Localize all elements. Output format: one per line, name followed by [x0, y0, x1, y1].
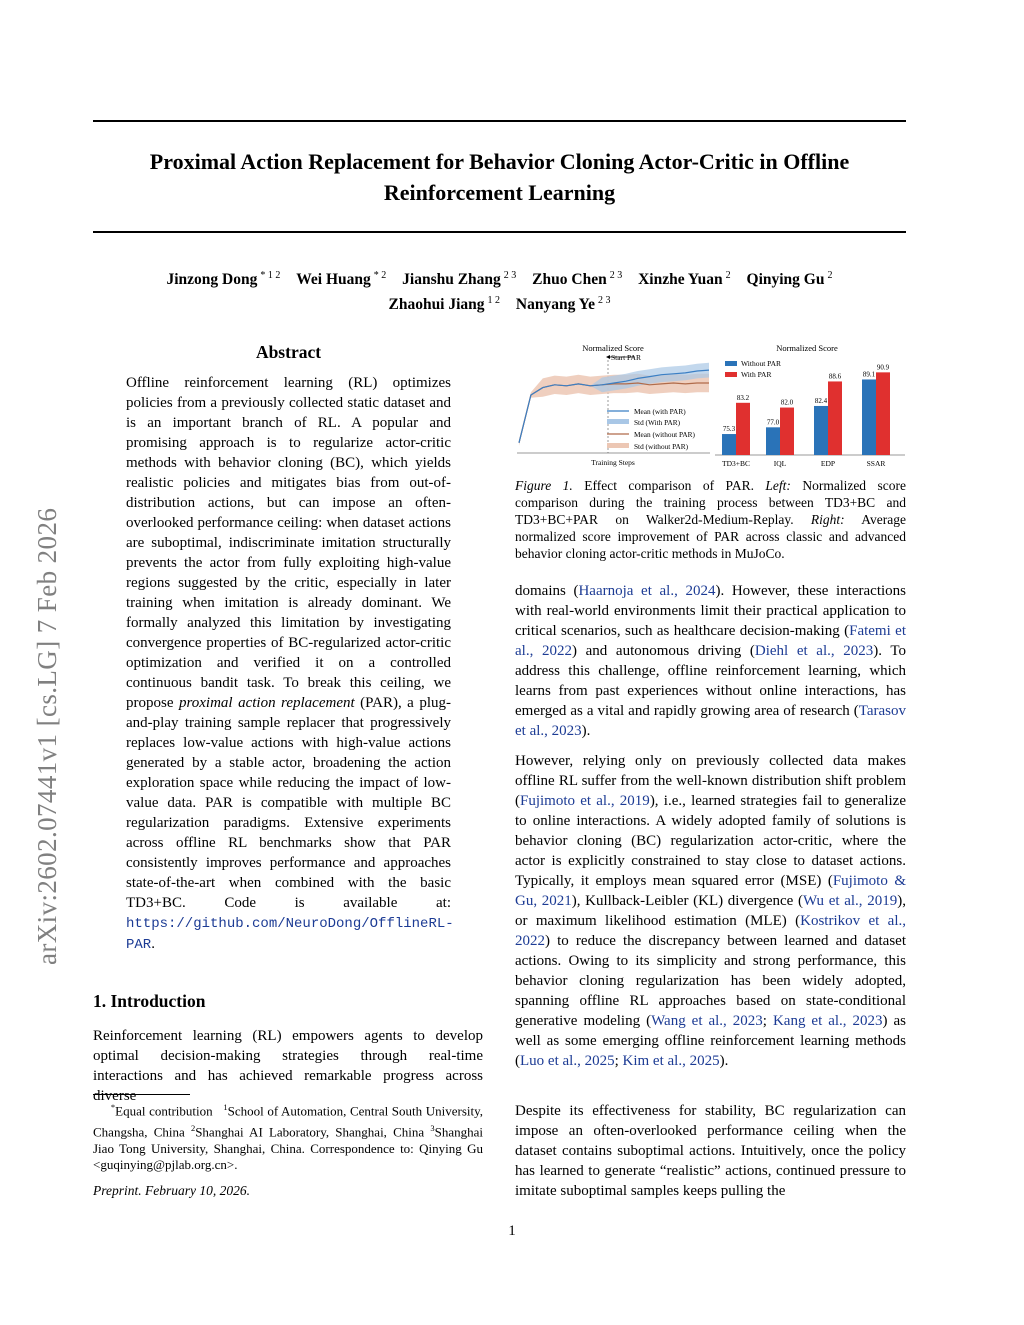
bar-category-label: EDP: [820, 459, 836, 468]
title-line-2: Reinforcement Learning: [383, 180, 616, 205]
bar-value-label: 90.9: [876, 363, 890, 372]
author: Zhaohui Jiang $^{1 2}$: [388, 295, 501, 313]
legend-without-label: Without PAR: [741, 359, 782, 368]
legend-swatch: [607, 419, 629, 424]
bar-with-par-ssar: [876, 372, 890, 455]
abstract-heading: Abstract: [255, 342, 322, 362]
bar-category-label: TD3+BC: [722, 459, 750, 468]
citation-link[interactable]: Fujimoto & Gu, 2021: [515, 873, 906, 909]
citation-link[interactable]: Kostrikov et al., 2022: [515, 913, 906, 949]
intro-body: Reinforcement learning (RL) empowers agents to develop optimal decision-making strategies through real-time interactions and has achieved remarkable progress across diverse: [93, 1028, 483, 1104]
intro-paragraph: However, relying only on previously collected data makes offline RL suffer from the well-known distribution shift problem (Fujimoto et al., 2019), i.e., learned strategies fail to generalize to online interactions. A widely adopted family of solutions is behavior cloning (BC) regularization actor-critic, where the actor is explicitly constrained to stay close to dataset actions. Typically, it employs mean squared error (MSE) (Fujimoto & Gu, 2021), Kullback-Leibler (KL) divergence (Wu et al., 2019), or maximum likelihood estimation (MLE) (Kostrikov et al., 2022) to reduce the discrepancy between learned and dataset actions. Owing to its simplicity and strong performance, this behavior cloning regularization has been widely adopted, spanning offline RL approaches based on state-conditional generative modeling (Wang et al., 2023; Kang et al., 2023) as well as some emerging offline reinforcement learning methods (Luo et al., 2025; Kim et al., 2025).: [515, 753, 907, 1069]
figure-caption: Figure 1. Effect comparison of PAR. Left: Normalized score comparison during the training process between TD3+BC and TD3+BC+PAR on Walker2d-Medium-Replay. Right: Average normalized score improvement of PAR across classic and advanced behavior cloning actor-critic methods in MuJoCo.: [515, 478, 906, 561]
author: Jianshu Zhang $^{2 3}$: [402, 270, 517, 288]
bar-category-labels: [722, 459, 885, 468]
intro-paragraph: domains (Haarnoja et al., 2024). However, these interactions with real-world environments limit their practical application to critical scenarios, such as healthcare decision-making (Fatemi et al., 2022) and autonomous driving (Diehl et al., 2023). To address this challenge, offline reinforcement learning, which learns from past experiences without online interactions, has emerged as a vital and rapidly growing area of research (Tarasov et al., 2023).: [515, 583, 906, 739]
citation-link[interactable]: Wang et al., 2023: [651, 1013, 763, 1029]
bar-without-par-ssar: [862, 379, 876, 455]
bars: [722, 372, 890, 455]
bar-without-par-td3-bc: [722, 434, 736, 455]
citation-link[interactable]: Haarnoja et al., 2024: [578, 583, 716, 599]
right-chart-title: Normalized Score: [776, 343, 838, 353]
title-rule-bottom: [93, 231, 906, 233]
legend-swatch-with: [725, 372, 737, 377]
bar-category-label: IQL: [773, 459, 787, 468]
bar-with-par-edp: [828, 381, 842, 455]
bar-without-par-edp: [814, 406, 828, 455]
author: Zhuo Chen $^{2 3}$: [532, 270, 623, 288]
page-number: 1: [508, 1223, 516, 1239]
legend-swatch-without: [725, 361, 737, 366]
footnote: *Equal contribution $^1$School of Automation, Central South University, Changsha, China $^2$Shanghai AI Laboratory, Shanghai, China $^3$Shanghai Jiao Tong University, Shanghai, China. Correspondence to: Qinying Gu <guqinying@pjlab.org.cn>.: [93, 1102, 484, 1173]
left-chart-title: Normalized Score: [582, 343, 644, 353]
citation-link[interactable]: Tarasov et al., 2023: [515, 703, 906, 739]
legend-label: Mean (without PAR): [634, 430, 695, 439]
author: Nanyang Ye $^{2 3}$: [515, 295, 611, 313]
bar-chart-panel: [715, 343, 905, 468]
intro-heading: 1. Introduction: [93, 991, 206, 1011]
citation-link[interactable]: Luo et al., 2025: [520, 1053, 615, 1069]
bar-value-label: 83.2: [736, 393, 750, 402]
author: Xinzhe Yuan $^2$: [638, 270, 731, 288]
figure-1: [515, 340, 905, 470]
line-chart-panel: [517, 343, 710, 467]
arrow-head-icon: [606, 355, 610, 359]
intro-paragraph: Despite its effectiveness for stability, BC regularization can impose an often-overlooked performance ceiling when the dataset contains suboptimal actions. Intuitively, once the policy has learned to generate “realistic” actions, continued pressure to imitate suboptimal samples keeps pulling the: [515, 1103, 906, 1199]
bar-value-label: 77.0: [766, 418, 780, 427]
legend-swatch: [607, 443, 629, 448]
x-axis-label: Training Steps: [591, 458, 635, 467]
abstract-body: Offline reinforcement learning (RL) optimizes policies from a previously collected static dataset and is an important branch of RL. A popular and promising approach is to regularize actor-critic methods with behavior cloning (BC), which yields realistic policies and mitigates bias from out-of-distribution actions, but can impose an often-overlooked performance ceiling: when dataset actions are suboptimal, indiscriminate imitation structurally prevents the actor from fully exploiting high-value regions suggested by the critic, especially in later training when imitation is already dominant. We formally analyzed this limitation by investigating convergence properties of BC-regularized actor-critic optimization and verified it on a controlled continuous bandit task. To break this ceiling, we propose proximal action replacement (PAR), a plug-and-play training sample replacer that progressively replaces low-value actions with high-value actions generated by a stable actor, broadening the action exploration space while reducing the impact of low-value data. PAR is compatible with multiple BC regularization paradigms. Extensive experiments across offline RL benchmarks show that PAR consistently improves performance and approaches state-of-the-art when combined with the basic TD3+BC. Code is available at: https://github.com/NeuroDong/OfflineRL-PAR.: [126, 375, 454, 953]
bar-value-label: 75.3: [722, 425, 736, 434]
bar-with-par-td3-bc: [736, 403, 750, 455]
arxiv-stamp: arXiv:2602.07441v1 [cs.LG] 7 Feb 2026: [32, 507, 62, 965]
legend-label: Mean (with PAR): [634, 407, 686, 416]
footnote-rule: [93, 1094, 190, 1095]
start-par-label: Start PAR: [611, 353, 641, 362]
author-list: [93, 265, 906, 315]
citation-link[interactable]: Diehl et al., 2023: [754, 643, 874, 659]
bar-without-par-iql: [766, 427, 780, 455]
bar-category-label: SSAR: [866, 459, 886, 468]
author: Wei Huang $^{* 2}$: [296, 270, 387, 288]
bar-value-label: 82.4: [814, 396, 828, 405]
citation-link[interactable]: Kang et al., 2023: [772, 1013, 883, 1029]
bar-with-par-iql: [780, 408, 794, 455]
author: Jinzong Dong $^{* 1 2}$: [166, 270, 281, 288]
preprint-note: Preprint. February 10, 2026.: [93, 1183, 250, 1198]
left-legend: [607, 407, 696, 451]
citation-link[interactable]: Fatemi et al., 2022: [515, 623, 906, 659]
legend-with-label: With PAR: [741, 370, 772, 379]
bar-value-label: 88.6: [828, 372, 842, 381]
legend-label: Std (With PAR): [634, 418, 681, 427]
bar-value-label: 89.1: [862, 370, 876, 379]
code-link[interactable]: https://github.com/NeuroDong/OfflineRL-PAR: [126, 916, 454, 953]
legend-label: Std (without PAR): [634, 442, 689, 451]
bar-value-label: 82.0: [780, 398, 794, 407]
title-rule-top: [93, 120, 906, 122]
author: Qinying Gu $^2$: [746, 270, 833, 288]
citation-link[interactable]: Kim et al., 2025: [622, 1053, 720, 1069]
paper-title: [93, 146, 906, 208]
citation-link[interactable]: Fujimoto et al., 2019: [520, 793, 650, 809]
citation-link[interactable]: Wu et al., 2019: [803, 893, 898, 909]
title-line-1: Proximal Action Replacement for Behavior Cloning Actor-Critic in Offline: [149, 149, 850, 174]
